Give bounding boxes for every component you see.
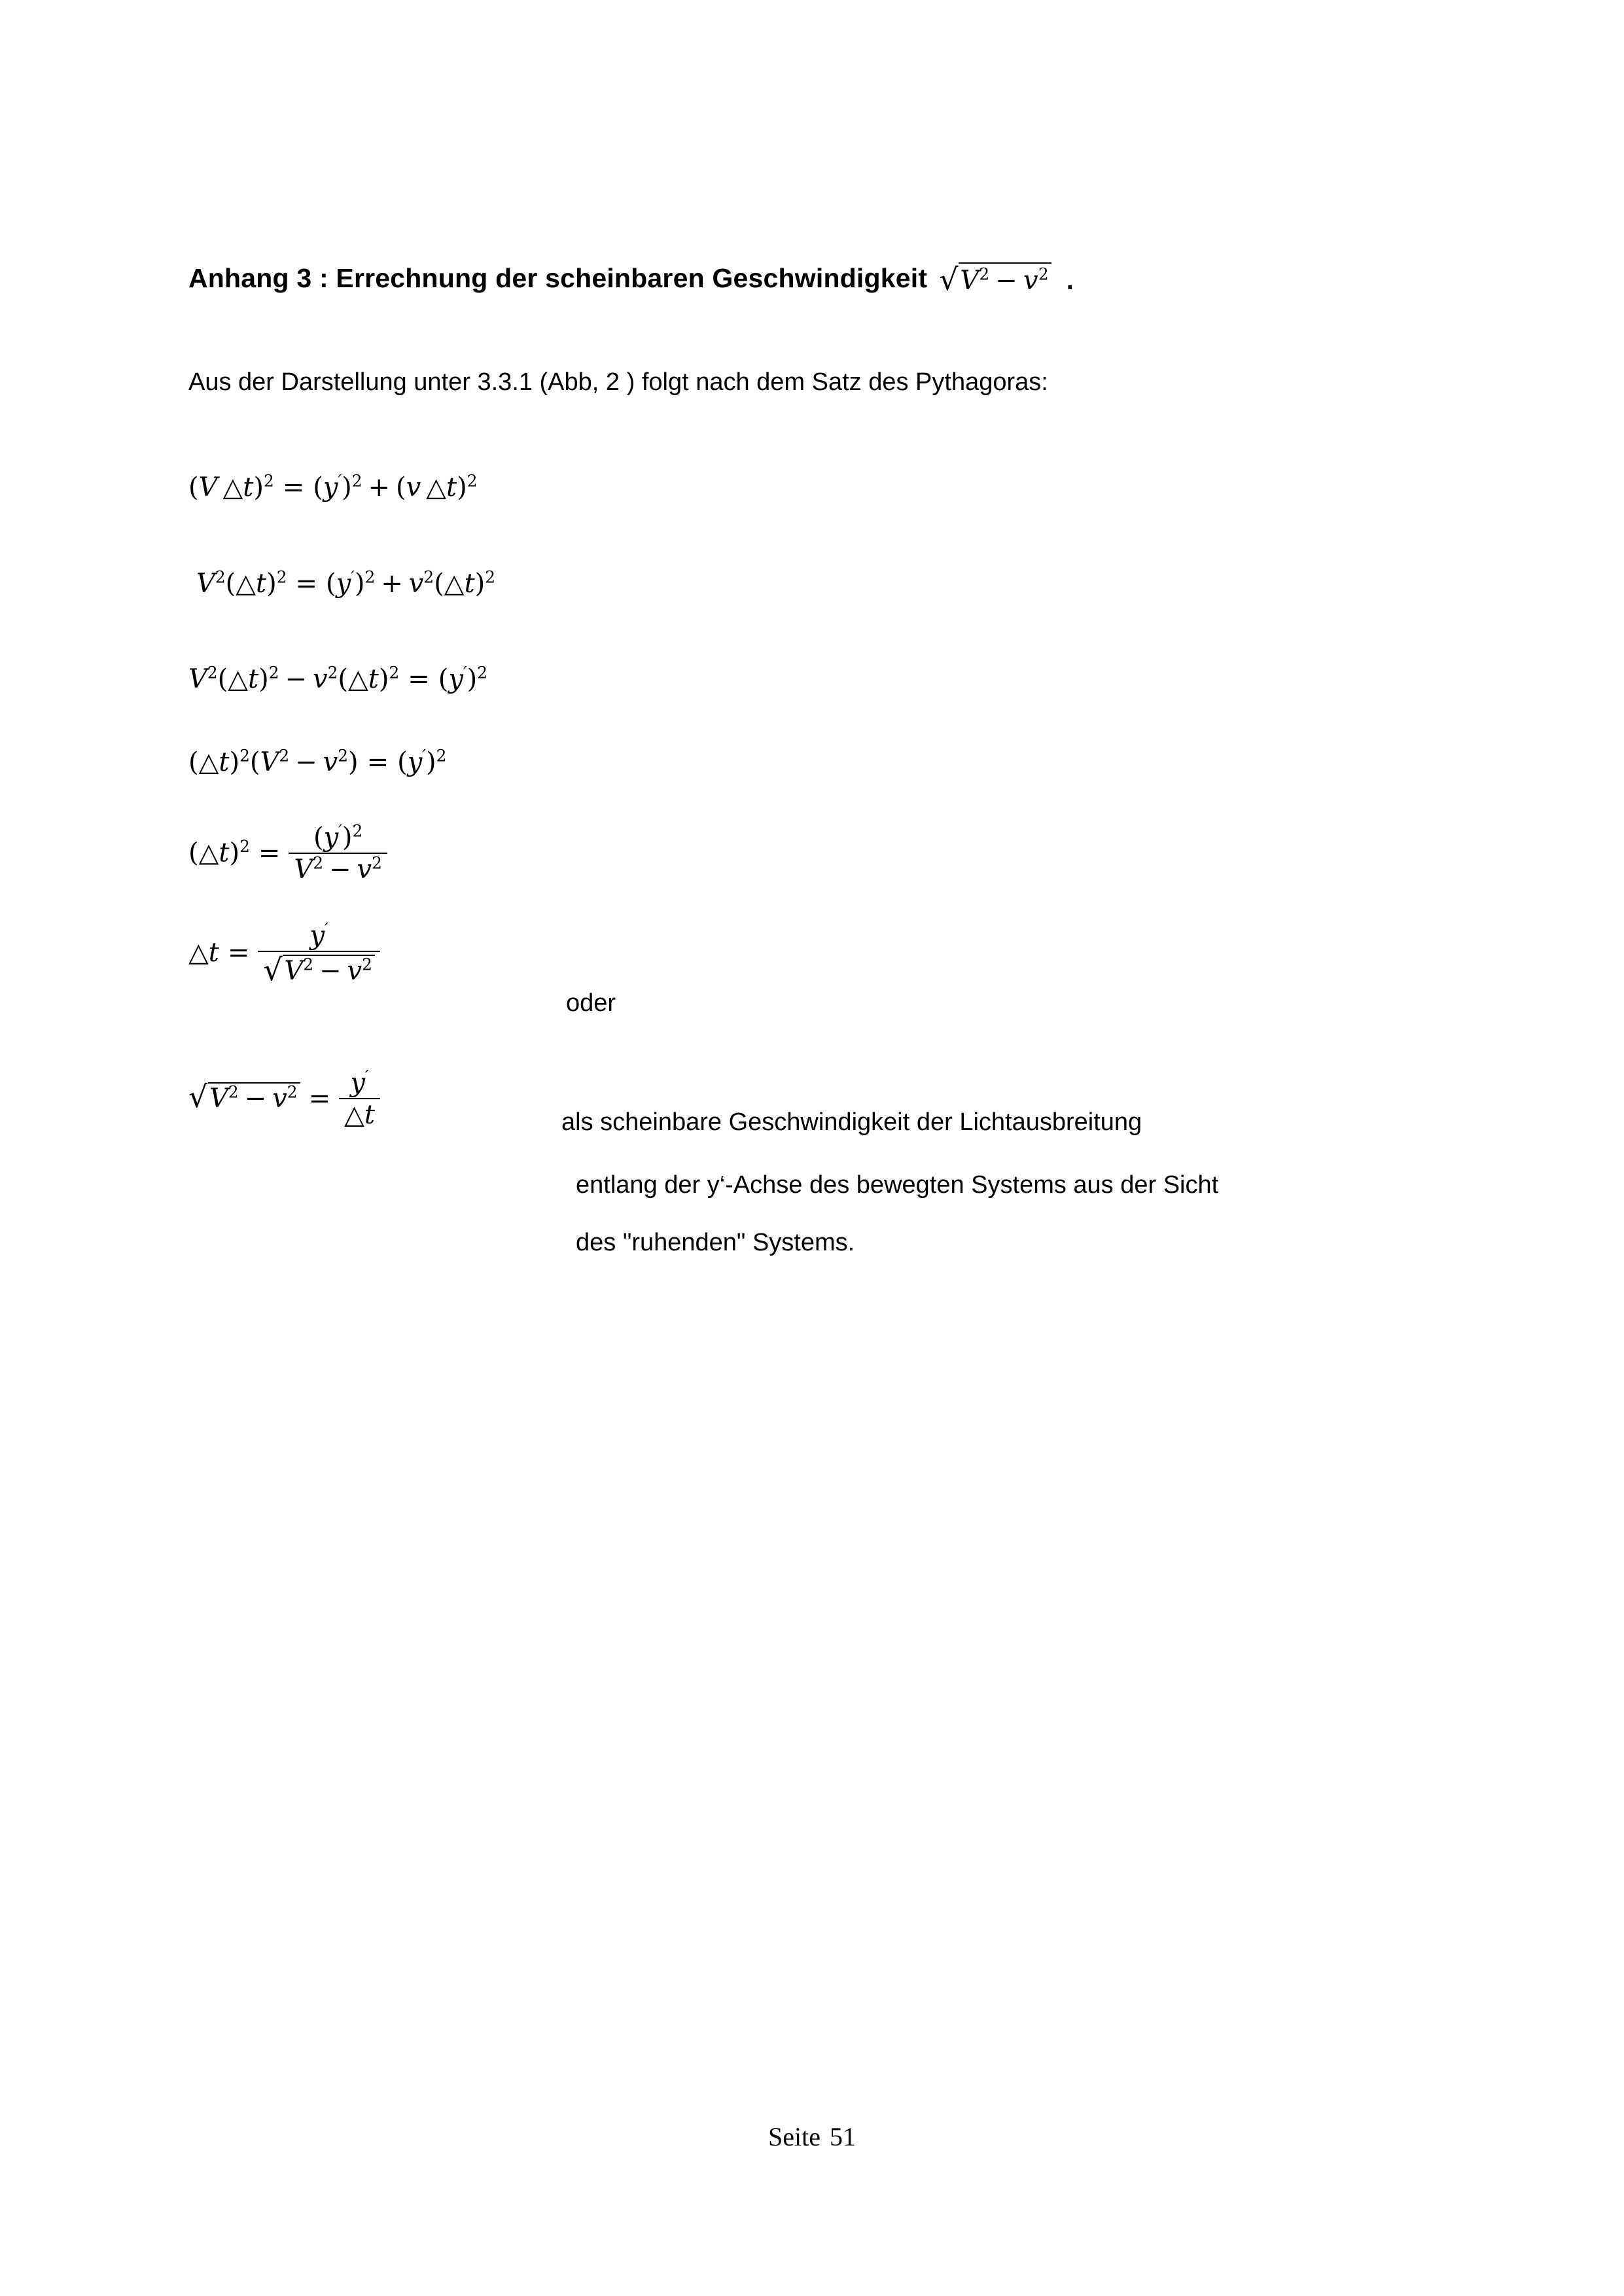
fraction-denominator: $V^2 - v^2$ [289, 853, 387, 883]
page-title-period: . [1066, 266, 1074, 295]
footer-page-number: 51 [829, 2122, 856, 2151]
equation-4: $(\triangle t)^2(V^2 - v^2) = (y')^2$ [188, 746, 447, 777]
radical-group [188, 1079, 300, 1114]
fraction-numerator: $(y')^2$ [313, 821, 363, 853]
note-line-2: entlang der y‘-Achse des bewegten Systems aus der Sicht [576, 1171, 1219, 1199]
fraction-group [258, 919, 380, 987]
fraction-denominator [258, 951, 380, 987]
footer-label: Seite [768, 2122, 821, 2151]
equation-7: √ $V^2 - v^2$ = $\frac{y'}{\triangle t}$ [188, 1071, 380, 1129]
page-title [188, 262, 1076, 295]
fraction-numerator: y′ [309, 919, 328, 951]
equation-3: $V^2(\triangle t)^2$ − $v^2(\triangle t)^2 = (y')^2$ [188, 663, 488, 694]
equation-1: (V △t)$^2$ = $(y')^2 + (v$ △t)$^2$ [188, 471, 478, 503]
equation-2: $V^2(\triangle t)^2 = (y')^2$ + $v^2(\triangle t)^2$ [196, 567, 496, 599]
intro-paragraph: Aus der Darstellung unter 3.3.1 (Abb, 2 ) folgt nach dem Satz des Pythagoras: [188, 368, 1048, 396]
radical-sign: √ [188, 1079, 208, 1114]
radical-group [939, 262, 1051, 296]
fraction-numerator: y′ [350, 1067, 369, 1098]
fraction-group [339, 1067, 380, 1130]
page-footer [0, 2121, 1624, 2152]
equation-5: (△t)$^2$ = $\frac{(y')^2}{V^2 - v^2}$ [188, 826, 387, 884]
note-line-3: des "ruhenden" Systems. [576, 1229, 855, 1256]
radical-body: $V^2 - v^2$ [283, 955, 375, 984]
radical-body: $V^2 - v^2$ [208, 1082, 300, 1112]
radical-group [263, 951, 375, 987]
radical-sign: √ [939, 261, 959, 297]
radical-body: $V^2 - v^2$ [959, 262, 1051, 296]
page-title-formula [939, 262, 1074, 296]
note-line-1: als scheinbare Geschwindigkeit der Lichtausbreitung [561, 1108, 1142, 1136]
page-title-text: Anhang 3 : Errechnung der scheinbaren Geschwindigkeit [188, 262, 928, 293]
oder-label: oder [566, 989, 616, 1017]
radical-sign: √ [263, 951, 283, 987]
fraction-group [289, 821, 387, 885]
equation-6: △t = y′ √ $V^2 - v^2$ [188, 924, 380, 985]
fraction-denominator: △t [339, 1098, 380, 1128]
